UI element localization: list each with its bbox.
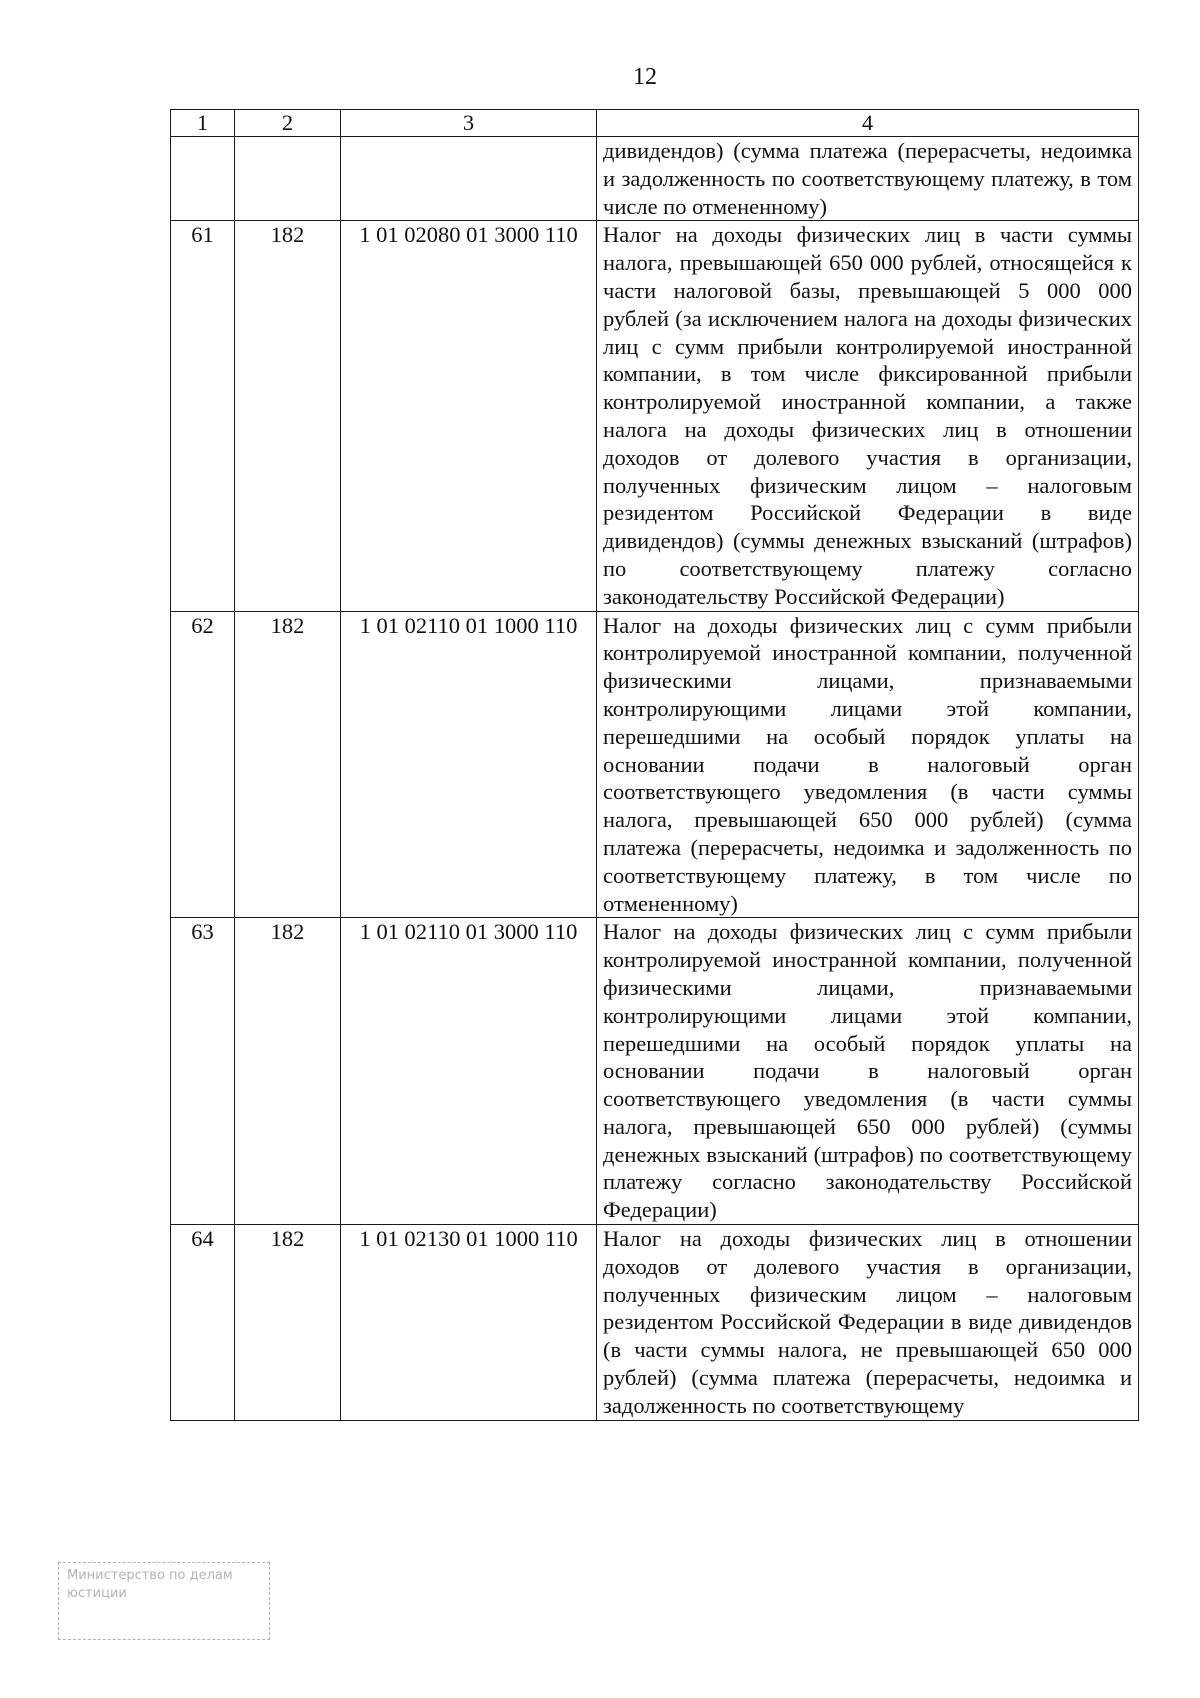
table-row [171, 137, 1139, 221]
admin-code: 182 [235, 221, 341, 611]
stamp-line-1: Министерство по делам [67, 1568, 233, 1583]
column-header-4: 4 [597, 110, 1139, 137]
row-number [171, 137, 235, 221]
classification-code: 1 01 02110 01 3000 110 [341, 918, 597, 1225]
row-number: 62 [171, 611, 235, 918]
classification-code: 1 01 02080 01 3000 110 [341, 221, 597, 611]
row-number: 61 [171, 221, 235, 611]
page-number: 12 [633, 64, 657, 90]
income-description: Налог на доходы физических лиц с сумм прибыли контролируемой иностранной компании, полученной физическими лицами, признаваемыми контролирующими лицами этой компании, перешедшими на особый порядок уплаты на основании подачи в налоговый орган соответствующего уведомления (в части суммы налога, превышающей 650 000 рублей) (сумма платежа (перерасчеты, недоимка и задолженность по соответствующему платежу, в том числе по отмененному) [597, 611, 1139, 918]
column-header-1: 1 [171, 110, 235, 137]
table-row [171, 918, 1139, 1225]
admin-code: 182 [235, 918, 341, 1225]
income-description: дивидендов) (сумма платежа (перерасчеты, недоимка и задолженность по соответствующему платежу, в том числе по отмененному) [597, 137, 1139, 221]
column-header-3: 3 [341, 110, 597, 137]
admin-code: 182 [235, 1225, 341, 1421]
admin-code: 182 [235, 611, 341, 918]
table-row [171, 611, 1139, 918]
classification-code [341, 137, 597, 221]
stamp-line-2: юстиции [67, 1586, 127, 1601]
column-header-2: 2 [235, 110, 341, 137]
table-row [171, 221, 1139, 611]
table-header-row [171, 110, 1139, 137]
income-description: Налог на доходы физических лиц в части суммы налога, превышающей 650 000 рублей, относящейся к части налоговой базы, превышающей 5 000 000 рублей (за исключением налога на доходы физических лиц с сумм прибыли контролируемой иностранной компании, в том числе фиксированной прибыли контролируемой иностранной компании, а также налога на доходы физических лиц в отношении доходов от долевого участия в организации, полученных физическим лицом – налоговым резидентом Российской Федерации в виде дивидендов) (суммы денежных взысканий (штрафов) по соответствующему платежу согласно законодательству Российской Федерации) [597, 221, 1139, 611]
classification-code: 1 01 02110 01 1000 110 [341, 611, 597, 918]
budget-classification-table [170, 109, 1139, 1421]
admin-code [235, 137, 341, 221]
classification-code: 1 01 02130 01 1000 110 [341, 1225, 597, 1421]
row-number: 63 [171, 918, 235, 1225]
table-row [171, 1225, 1139, 1421]
row-number: 64 [171, 1225, 235, 1421]
income-description: Налог на доходы физических лиц с сумм прибыли контролируемой иностранной компании, полученной физическими лицами, признаваемыми контролирующими лицами этой компании, перешедшими на особый порядок уплаты на основании подачи в налоговый орган соответствующего уведомления (в части суммы налога, превышающей 650 000 рублей) (суммы денежных взысканий (штрафов) по соответствующему платежу согласно законодательству Российской Федерации) [597, 918, 1139, 1225]
income-description: Налог на доходы физических лиц в отношении доходов от долевого участия в организации, полученных физическим лицом – налоговым резидентом Российской Федерации в виде дивидендов (в части суммы налога, не превышающей 650 000 рублей) (сумма платежа (перерасчеты, недоимка и задолженность по соответствующему [597, 1225, 1139, 1421]
registration-stamp [58, 1562, 270, 1640]
